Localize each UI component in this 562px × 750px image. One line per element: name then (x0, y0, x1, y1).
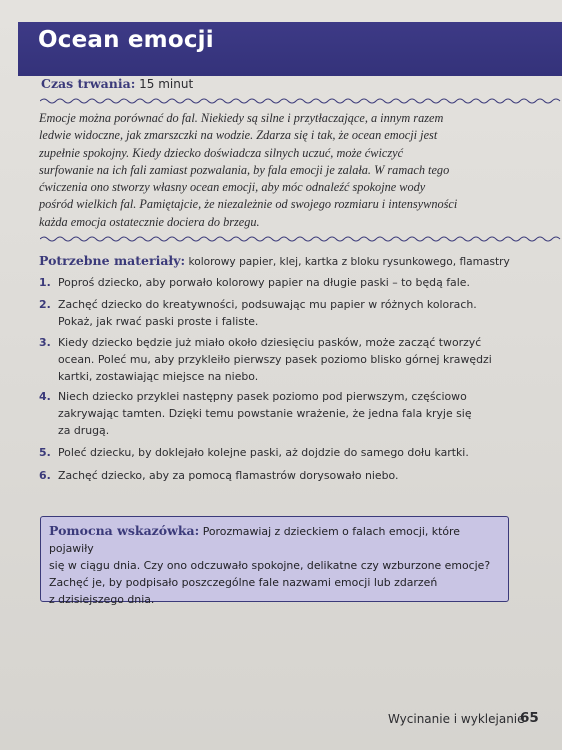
duration-value: 15 minut (139, 77, 194, 91)
intro-line: pośród wielkich fal. Pamiętajcie, że niezależnie od swojego rozmiaru i intensywności (39, 197, 458, 212)
step-line: Kiedy dziecko będzie już miało około dziesięciu pasków, może zacząć tworzyć (58, 336, 482, 349)
step-number: 6. (39, 469, 51, 482)
tip-line: Porozmawiaj z dzieckiem o falach emocji, które pojawiły (49, 525, 460, 555)
intro-line: każda emocja ostatecznie dociera do brzegu. (39, 214, 260, 229)
step-item (39, 445, 509, 462)
step-item (39, 275, 509, 292)
tip-text (49, 522, 497, 608)
duration-label: Czas trwania: (41, 76, 136, 91)
page-title: Ocean emocji (38, 27, 214, 53)
tip-line: Zachęć je, by podpisało poszczególne fale nazwami emocji lub zdarzeń (49, 576, 438, 589)
step-line: Zachęć dziecko, aby za pomocą flamastrów dorysowało niebo. (58, 469, 399, 482)
step-item (39, 389, 509, 439)
step-line: ocean. Poleć mu, aby przykleiło pierwszy pasek poziomo blisko górnej krawędzi (58, 352, 492, 366)
materials-label: Potrzebne materiały: (39, 253, 186, 268)
step-line: Zachęć dziecko do kreatywności, podsuwając mu papier w różnych kolorach. (58, 298, 477, 311)
step-line: Poproś dziecko, aby porwało kolorowy papier na długie paski – to będą fale. (58, 276, 470, 289)
step-line: zakrywając tamten. Dzięki temu powstanie wrażenie, że jedna fala kryje się (58, 406, 472, 420)
step-number: 2. (39, 298, 51, 311)
step-line: Niech dziecko przyklei następny pasek poziomo pod pierwszym, częściowo (58, 390, 467, 403)
step-item (39, 297, 509, 331)
intro-line: surfowanie na ich fali zamiast pozwalania, by fala emocji je zalała. W ramach tego (39, 162, 450, 177)
tip-label: Pomocna wskazówka: (49, 523, 200, 538)
step-line: Pokaż, jak rwać paski proste i faliste. (58, 314, 259, 328)
intro-paragraph (39, 110, 509, 231)
duration-line (41, 76, 193, 91)
step-item (39, 335, 509, 385)
tip-line: z dzisiejszego dnia. (49, 593, 155, 606)
wave-divider-top (40, 97, 562, 105)
intro-line: Emocje można porównać do fal. Niekiedy są silne i przytłaczające, a innym razem (39, 111, 444, 125)
step-number: 1. (39, 276, 51, 289)
intro-line: zupełnie spokojny. Kiedy dziecko doświadcza silnych uczuć, może ćwiczyć (39, 145, 404, 160)
step-number: 5. (39, 446, 51, 459)
materials-line (39, 253, 519, 268)
materials-value: kolorowy papier, klej, kartka z bloku rysunkowego, flamastry (188, 256, 510, 268)
step-number: 4. (39, 390, 51, 403)
page-number: 65 (520, 710, 539, 726)
tip-line: się w ciągu dnia. Czy ono odczuwało spokojne, delikatne czy wzburzone emocje? (49, 559, 491, 572)
intro-line: ledwie widoczne, jak zmarszczki na wodzie. Zdarza się i tak, że ocean emocji jest (39, 128, 438, 143)
wave-divider-bottom (40, 235, 562, 243)
step-line: za drugą. (58, 423, 110, 437)
step-item (39, 468, 509, 485)
footer-section-title: Wycinanie i wyklejanie (388, 712, 525, 726)
step-line: kartki, zostawiając miejsce na niebo. (58, 369, 259, 383)
step-line: Poleć dziecku, by doklejało kolejne paski, aż dojdzie do samego dołu kartki. (58, 446, 469, 459)
intro-line: ćwiczenia ono stworzy własny ocean emocji, aby móc odnaleźć spokojne wody (39, 180, 426, 195)
step-number: 3. (39, 336, 51, 349)
